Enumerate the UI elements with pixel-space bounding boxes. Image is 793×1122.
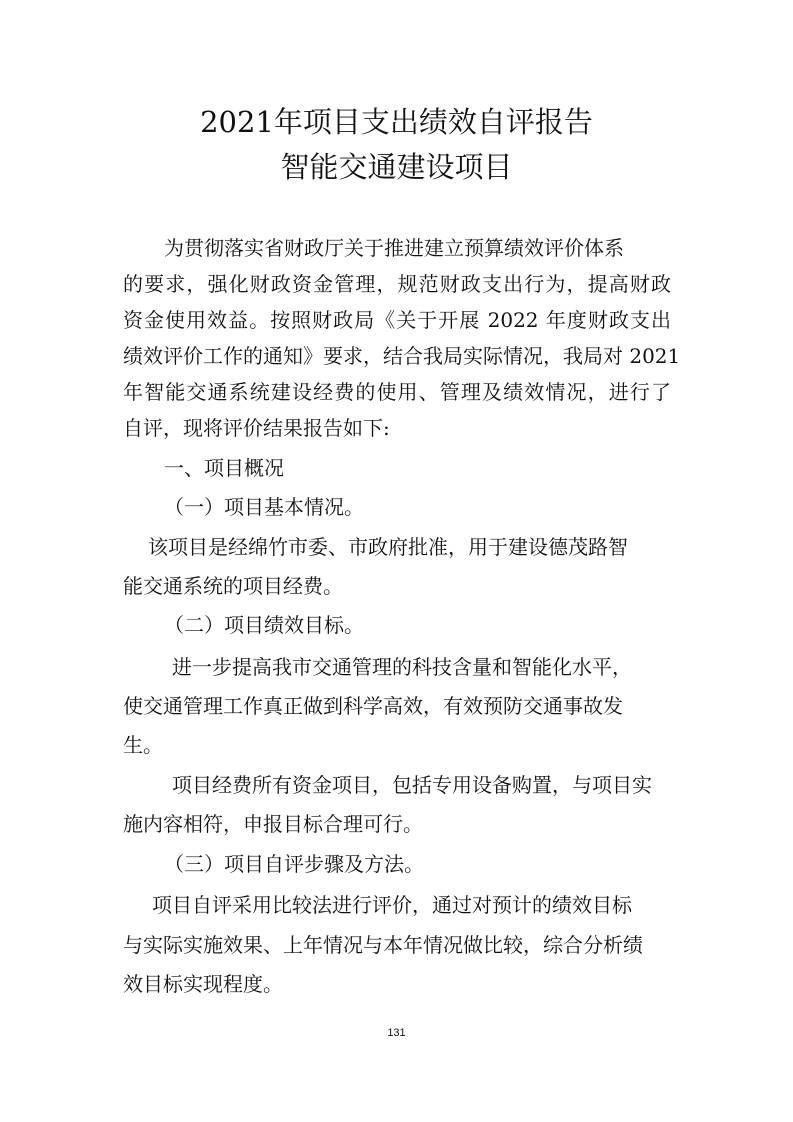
paragraph-line: 施内容相符，申报目标合理可行。: [123, 812, 423, 836]
report-title: 2021年项目支出绩效自评报告: [200, 105, 593, 139]
paragraph-line: 效目标实现程度。: [123, 972, 283, 996]
paragraph-line: 绩效评价工作的通知》要求，结合我局实际情况，我局对 2021: [123, 344, 681, 368]
paragraph-line: 为贯彻落实省财政厅关于推进建立预算绩效评价体系: [164, 236, 624, 260]
paragraph-line: 与实际实施效果、上年情况与本年情况做比较，综合分析绩: [123, 933, 643, 957]
subsection-heading: （三）项目自评步骤及方法。: [164, 852, 424, 876]
paragraph-line: 项目经费所有资金项目，包括专用设备购置，与项目实: [172, 773, 652, 797]
paragraph-line: 资金使用效益。按照财政局《关于开展 2022 年度财政支出: [123, 308, 671, 332]
paragraph-line: 年智能交通系统建设经费的使用、管理及绩效情况，进行了: [123, 380, 671, 404]
page-number: 131: [387, 1027, 406, 1039]
project-title: 智能交通建设项目: [280, 150, 513, 184]
paragraph-line: 自评，现将评价结果报告如下:: [123, 416, 390, 440]
subsection-heading: （一）项目基本情况。: [164, 495, 364, 519]
paragraph-line: 能交通系统的项目经费。: [123, 574, 343, 598]
paragraph-line: 使交通管理工作真正做到科学高效，有效预防交通事故发: [123, 694, 623, 718]
subsection-heading: （二）项目绩效目标。: [164, 613, 364, 637]
paragraph-line: 的要求，强化财政资金管理，规范财政支出行为，提高财政: [123, 272, 671, 296]
paragraph-line: 该项目是经绵竹市委、市政府批准，用于建设德茂路智: [148, 535, 628, 559]
section-heading: 一、项目概况: [164, 456, 284, 480]
paragraph-line: 项目自评采用比较法进行评价，通过对预计的绩效目标: [152, 893, 632, 917]
paragraph-line: 进一步提高我市交通管理的科技含量和智能化水平，: [172, 655, 632, 679]
paragraph-line: 生。: [123, 733, 163, 757]
